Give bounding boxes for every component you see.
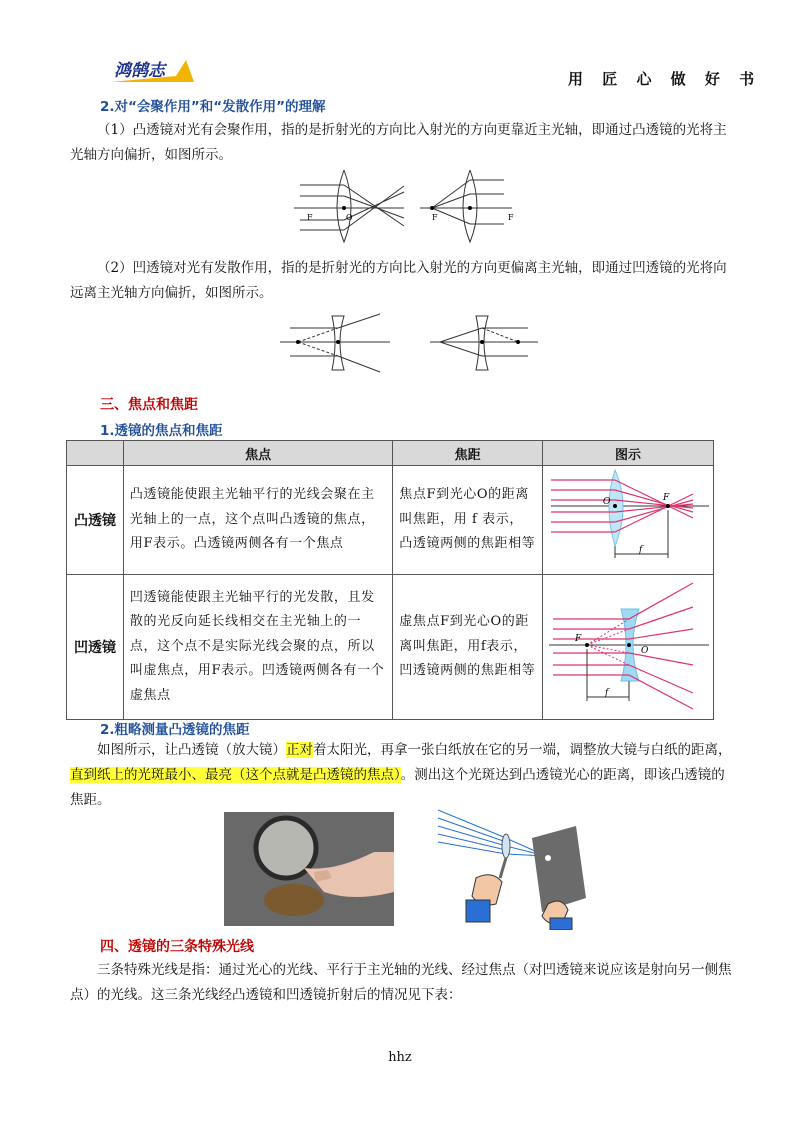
fig1-O: O xyxy=(602,497,611,507)
fig1-F: F xyxy=(662,493,670,503)
sec4-heading: 四、透镜的三条特殊光线 xyxy=(100,939,254,955)
row-label: 凸透镜 xyxy=(67,466,124,575)
sec2-p1-text: （1）凸透镜对光有会聚作用，指的是折射光的方向比入射光的方向更靠近主光轴，即通过凸透镜的光将主光轴方向偏折，如图所示。 xyxy=(70,122,727,163)
measure-text-e: 。测出这个光斑达到凸透镜光心的距离，即该凸透镜的焦距。 xyxy=(70,767,725,808)
focus-cell: 凹透镜能使跟主光轴平行的光发散，且发散的光反向延长线相交在主光轴上的一点，这个点不是实际光线会聚的点，所以叫虚焦点，用F表示。凹透镜两侧各有一个虚焦点 xyxy=(123,575,392,720)
table-row xyxy=(67,575,714,720)
magnifier-photo xyxy=(224,812,394,926)
convex-F-label: F xyxy=(307,213,313,222)
measure-highlight-2: 直到纸上的光斑最小、最亮（这个点就是凸透镜的焦点） xyxy=(70,767,401,783)
table-header-empty xyxy=(67,441,124,466)
focus-cell: 凸透镜能使跟主光轴平行的光线会聚在主光轴上的一点，这个点叫凸透镜的焦点，用F表示。凸透镜两侧各有一个焦点 xyxy=(123,466,392,575)
fig1-f: f xyxy=(638,545,643,555)
logo-text: 鸿鹄志 xyxy=(114,61,165,81)
measure-paragraph xyxy=(70,738,732,813)
sec2-paragraph-1 xyxy=(70,118,732,168)
table-header: 焦点 xyxy=(123,441,392,466)
convex-O-label: O xyxy=(346,213,353,222)
table-header-row xyxy=(67,441,714,466)
convex-lens-diagram xyxy=(294,168,514,244)
table-header: 图示 xyxy=(542,441,713,466)
figure-cell xyxy=(542,575,713,720)
convex-focus-figure xyxy=(543,466,713,570)
sec2-p2-text: （2）凹透镜对光有发散作用，指的是折射光的方向比入射光的方向更偏离主光轴，即通过凹透镜的光将向远离主光轴方向偏折，如图所示。 xyxy=(70,260,727,301)
convex-F2-label: F xyxy=(432,213,438,222)
focal-length-cell: 焦点F到光心O的距离叫焦距，用 f 表示，凸透镜两侧的焦距相等 xyxy=(393,466,543,575)
page-footer: hhz xyxy=(388,1050,412,1065)
sec4-paragraph xyxy=(70,958,732,1008)
header-slogan: 用 匠 心 做 好 书 xyxy=(568,70,762,88)
fig2-f: f xyxy=(604,688,609,698)
sec3-sub2: 2.粗略测量凸透镜的焦距 xyxy=(100,722,250,738)
table-header: 焦距 xyxy=(393,441,543,466)
sec4-p-text: 三条特殊光线是指：通过光心的光线、平行于主光轴的光线、经过焦点（对凹透镜来说应该是射向另一侧焦点）的光线。这三条光线经凸透镜和凹透镜折射后的情况见下表： xyxy=(70,962,732,1003)
focal-length-cell: 虚焦点F到光心O的距离叫焦距，用f表示，凹透镜两侧的焦距相等 xyxy=(393,575,543,720)
table-row xyxy=(67,466,714,575)
row-label: 凹透镜 xyxy=(67,575,124,720)
publisher-logo xyxy=(110,56,194,84)
convex-F3-label: F xyxy=(508,213,514,222)
fig2-O: O xyxy=(640,646,649,656)
sec2-heading: 2.对“会聚作用”和“发散作用”的理解 xyxy=(100,99,326,115)
concave-focus-figure xyxy=(543,575,713,715)
measure-text-c: 着太阳光，再拿一张白纸放在它的另一端，调整放大镜与白纸的距离， xyxy=(313,742,732,758)
sec3-heading: 三、焦点和焦距 xyxy=(100,397,198,413)
figure-cell xyxy=(542,466,713,575)
measure-text-a: 如图所示，让凸透镜（放大镜） xyxy=(97,742,286,758)
sec3-sub1: 1.透镜的焦点和焦距 xyxy=(100,423,223,439)
concave-lens-diagram xyxy=(280,310,540,380)
fig2-F: F xyxy=(574,634,582,644)
sec2-paragraph-2 xyxy=(70,256,732,306)
measure-highlight-1: 正对 xyxy=(286,742,313,758)
focus-table xyxy=(66,440,714,720)
focus-illustration xyxy=(436,808,586,930)
